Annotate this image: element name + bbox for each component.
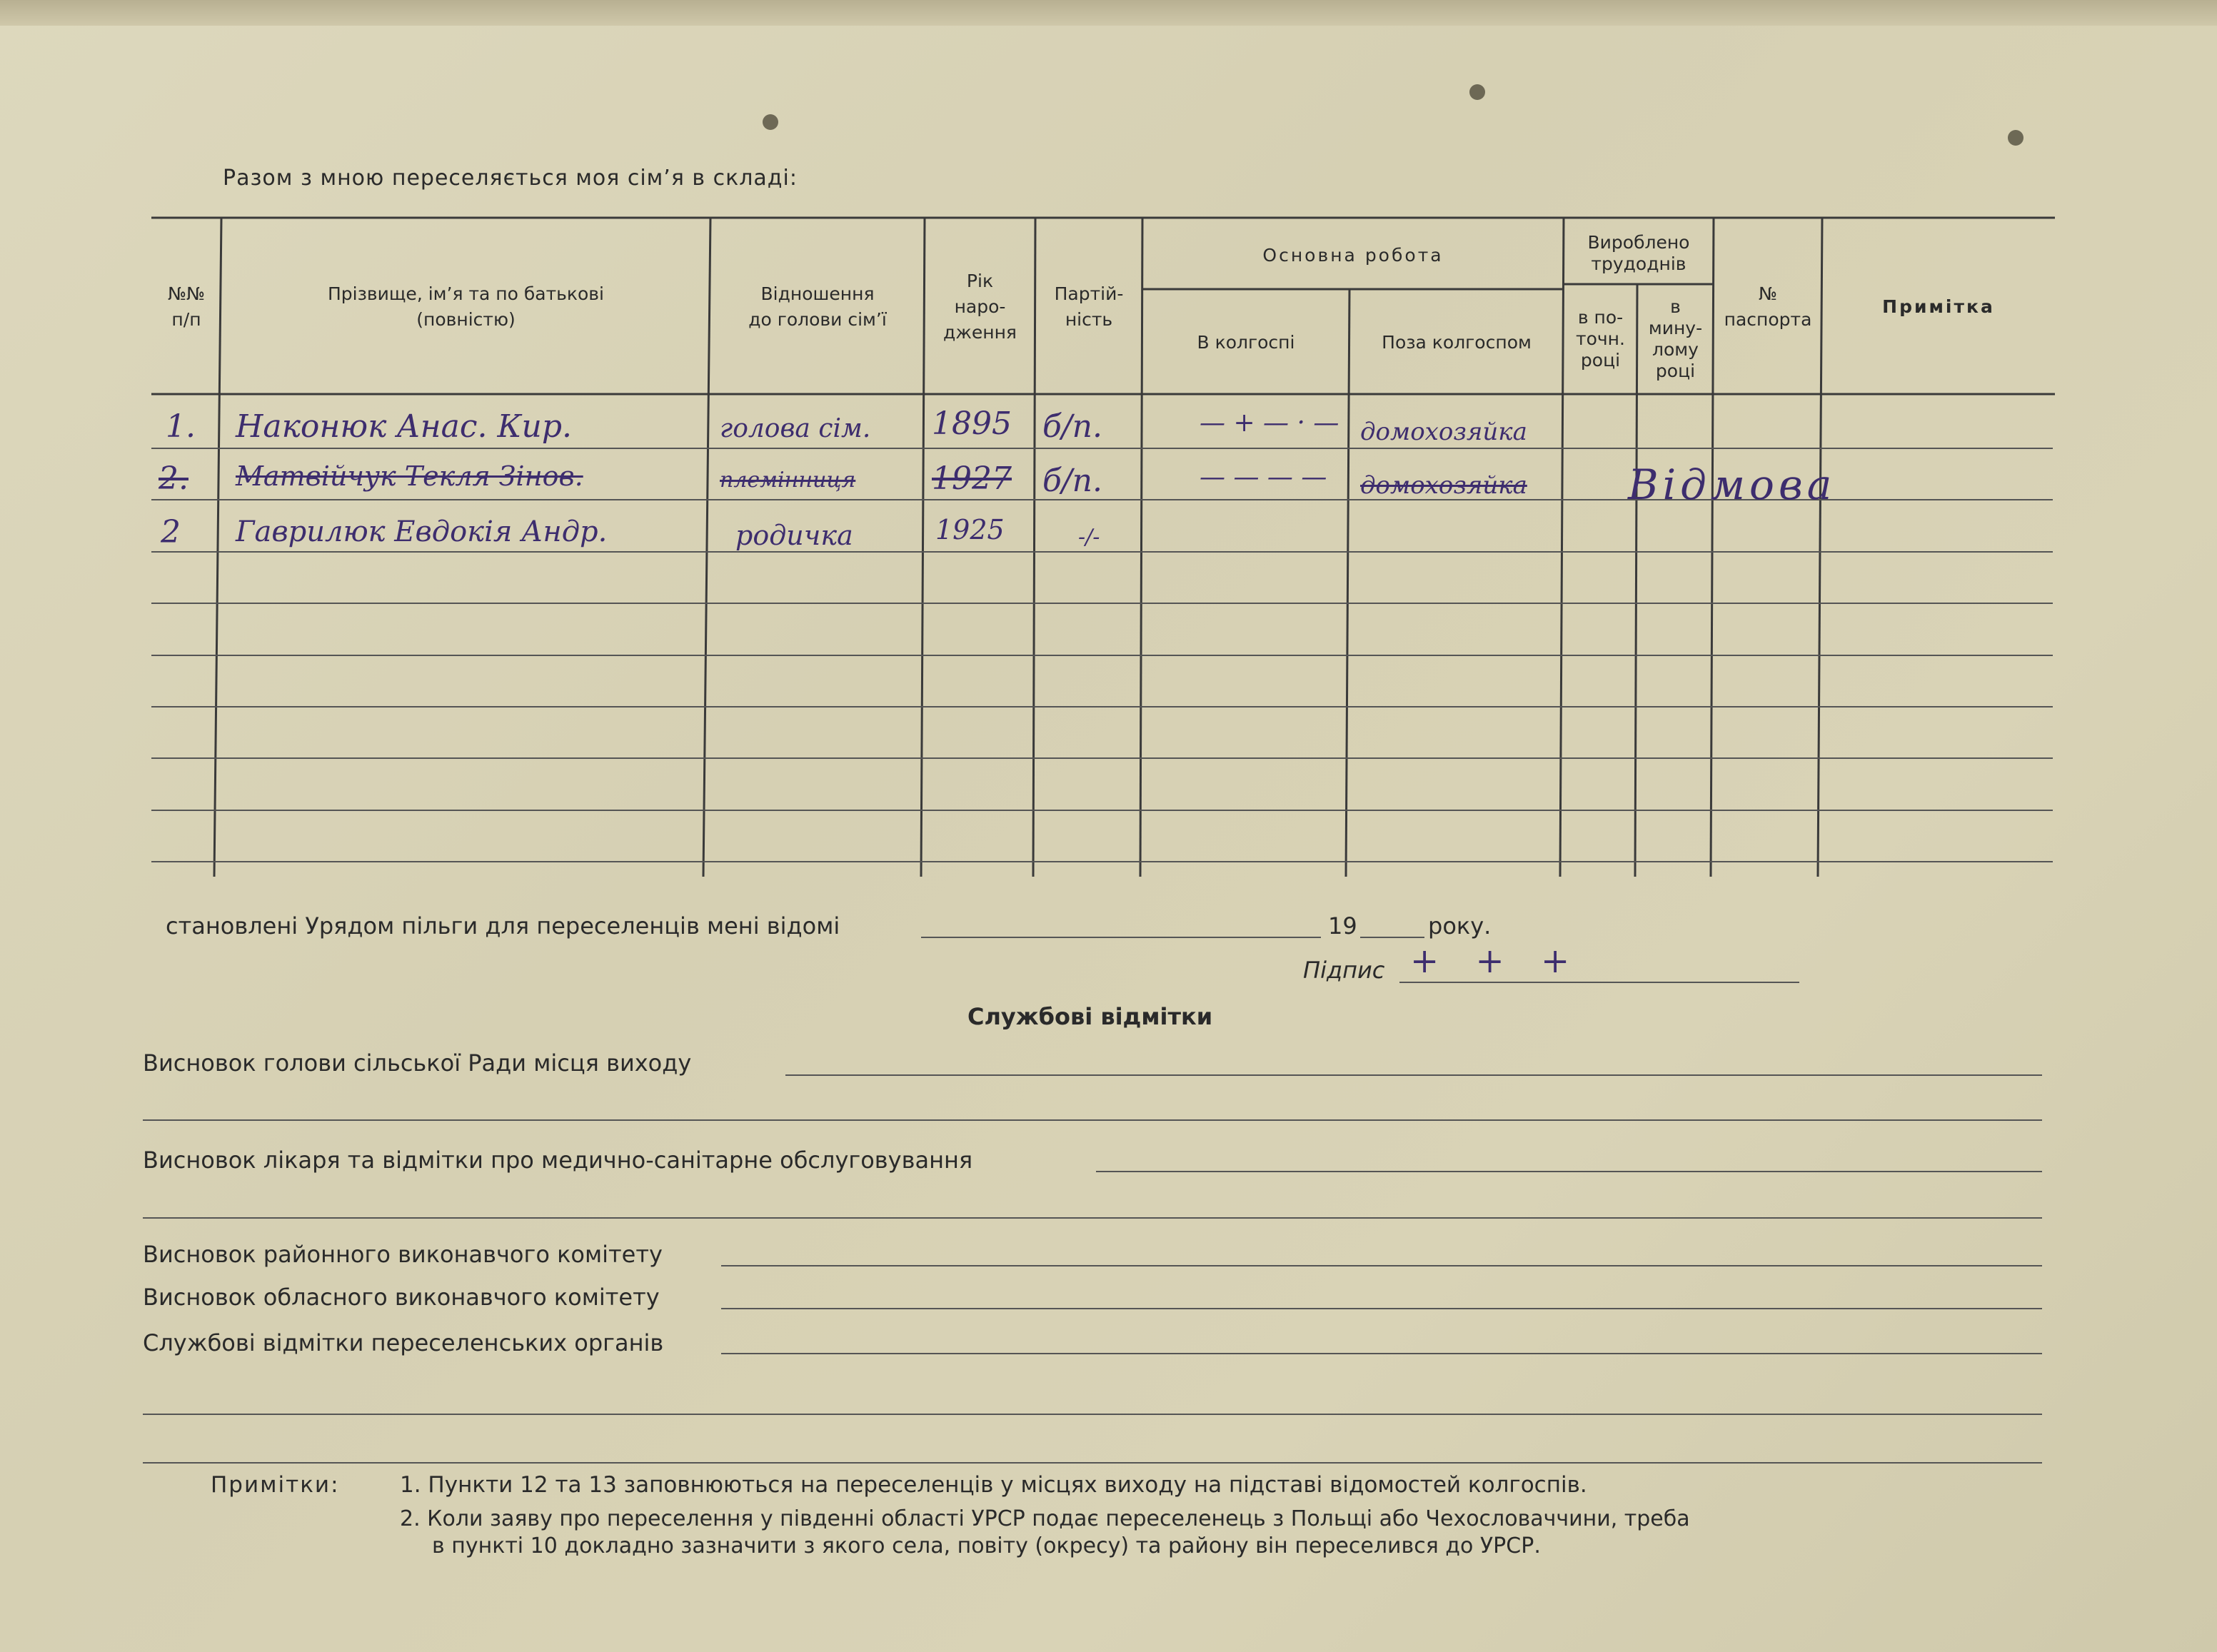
official-blank-3 (721, 1265, 2042, 1266)
note-2a: 2. Коли заяву про переселення у південні області УРСР подає переселенець з Польщі або Чехословаччини, треба (400, 1506, 1690, 1531)
signature-blank (1399, 982, 1799, 983)
privileges-year-prefix: 19 (1328, 912, 1357, 940)
official-line-1: Висновок голови сільської Ради місця виходу (143, 1049, 692, 1077)
header-passport: № паспорта (1724, 283, 1812, 330)
official-blank-5b (143, 1414, 2042, 1415)
official-line-3: Висновок районного виконавчого комітету (143, 1241, 663, 1268)
row-2-outside-kolgosp: домохозяйка (1360, 471, 1527, 500)
official-line-4: Висновок обласного виконавчого комітету (143, 1284, 660, 1311)
privileges-blank (921, 937, 1321, 938)
row-3-name: Гаврилюк Евдокія Андр. (236, 515, 608, 548)
header-note: Примітка (1882, 296, 1995, 317)
official-blank-4 (721, 1308, 2042, 1309)
row-1-party: б/п. (1042, 408, 1103, 445)
official-blank-5c (143, 1462, 2042, 1464)
header-current-year: в по- точн. році (1576, 307, 1625, 371)
privileges-text: становлені Урядом пільги для переселенців мені відомі (166, 912, 840, 940)
row-2-num: 2. (159, 460, 188, 497)
row-2-year: 1927 (932, 460, 1012, 497)
notes-label: Примітки: (211, 1472, 340, 1498)
header-main-work: Основна робота (1262, 244, 1444, 266)
row-1-name: Наконюк Анас. Кир. (236, 408, 573, 445)
row-3-num: 2 (161, 514, 181, 550)
official-blank-5 (721, 1353, 2042, 1354)
header-num: №№ п/п (167, 283, 205, 330)
row-2-in-kolgosp: — — — — (1200, 463, 1327, 492)
header-workdays: Вироблено трудоднів (1587, 232, 1690, 274)
privileges-year-suffix: року. (1428, 912, 1492, 940)
row-1-num: 1. (166, 408, 196, 445)
header-name: Прізвище, ім’я та по батькові (повністю) (328, 283, 604, 330)
row-3-party: -/- (1078, 525, 1100, 550)
official-blank-1b (143, 1119, 2042, 1121)
signature-label: Підпис (1303, 957, 1385, 984)
row-3-year: 1925 (935, 514, 1005, 545)
row-2-note: Відмова (1628, 460, 1836, 509)
row-3-relation: родичка (735, 520, 853, 551)
official-blank-2 (1096, 1171, 2042, 1172)
header-relation: Відношення до голови сім’ї (748, 283, 887, 330)
row-2-name: Матвійчук Текля Зінов. (236, 460, 583, 492)
official-blank-2b (143, 1217, 2042, 1219)
row-2-party: б/п. (1042, 463, 1103, 499)
header-outside-kolgosp: Поза колгоспом (1382, 332, 1532, 353)
row-1-year: 1895 (932, 406, 1012, 442)
note-2b: в пункті 10 докладно зазначити з якого села, повіту (окресу) та району він переселився до УРСР. (432, 1533, 1541, 1558)
note-1: 1. Пункти 12 та 13 заповнюються на переселенців у місцях виходу на підставі відомостей колгоспів. (400, 1472, 1587, 1498)
row-1-outside-kolgosp: домохозяйка (1360, 418, 1527, 446)
row-1-relation: голова сім. (720, 414, 871, 443)
header-year: Рік наро- дження (943, 271, 1017, 343)
row-1-in-kolgosp: — + — · — (1200, 408, 1339, 438)
year-blank (1360, 937, 1424, 938)
official-title: Службові відмітки (967, 1003, 1213, 1030)
header-party: Партій- ність (1054, 283, 1124, 330)
official-line-5: Службові відмітки переселенських органів (143, 1329, 664, 1356)
signature-value: + + + (1410, 941, 1583, 981)
intro-text: Разом з мною переселяється моя сім’я в складі: (223, 166, 798, 191)
header-last-year: в мину- лому році (1648, 296, 1703, 381)
row-2-relation: племінниця (720, 468, 856, 493)
official-blank-1 (785, 1074, 2042, 1076)
header-in-kolgosp: В колгоспі (1197, 332, 1295, 353)
official-line-2: Висновок лікаря та відмітки про медично-санітарне обслуговування (143, 1147, 973, 1174)
